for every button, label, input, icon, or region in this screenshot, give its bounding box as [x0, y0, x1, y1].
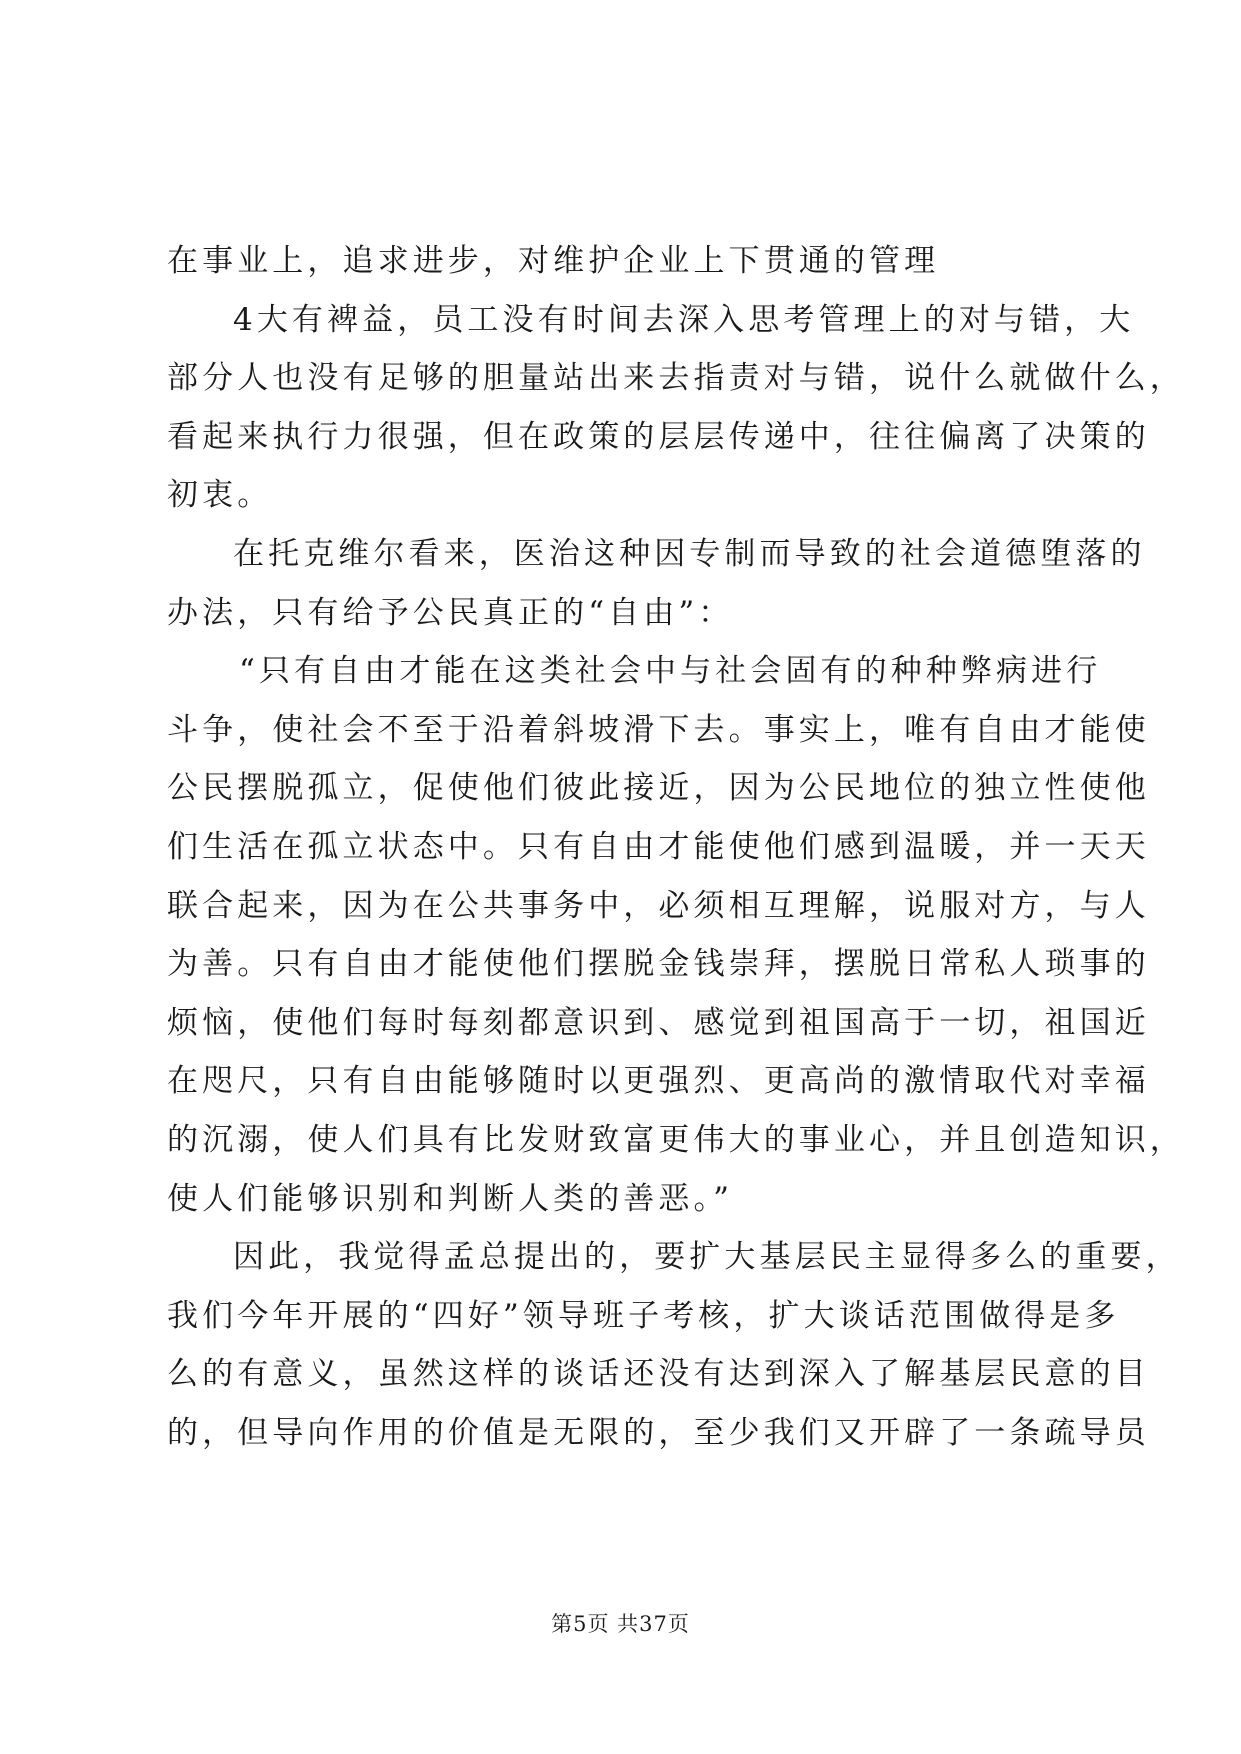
page-number-footer: 第5页 共37页 — [551, 1612, 690, 1636]
text-line: 办法，只有给予公民真正的“自由”： — [167, 594, 734, 631]
text-line: 么的有意义，虽然这样的谈话还没有达到深入了解基层民意的目 — [167, 1356, 1150, 1393]
text-line: 初衷。 — [167, 477, 273, 514]
text-line: “只有自由才能在这类社会中与社会固有的种种弊病进行 — [239, 653, 1102, 690]
text-line: 的，但导向作用的价值是无限的，至少我们又开辟了一条疏导员 — [167, 1414, 1150, 1451]
text-line: 的沉溺，使人们具有比发财致富更伟大的事业心，并且创造知识， — [167, 1121, 1185, 1158]
text-line: 我们今年开展的“四好”领导班子考核，扩大谈话范围做得是多 — [167, 1297, 1120, 1334]
text-line: 4大有裨益，员工没有时间去深入思考管理上的对与错，大 — [233, 301, 1135, 338]
text-line: 看起来执行力很强，但在政策的层层传递中，往往偏离了决策的 — [167, 418, 1150, 455]
text-line: 烦恼，使他们每时每刻都意识到、感觉到祖国高于一切，祖国近 — [167, 1004, 1150, 1041]
document-body — [167, 232, 1185, 1462]
text-line: 因此，我觉得孟总提出的，要扩大基层民主显得多么的重要， — [233, 1239, 1181, 1276]
text-line: 在咫尺，只有自由能够随时以更强烈、更高尚的激情取代对幸福 — [167, 1063, 1150, 1100]
text-line: 公民摆脱孤立，促使他们彼此接近，因为公民地位的独立性使他 — [167, 770, 1150, 807]
text-line: 联合起来，因为在公共事务中，必须相互理解，说服对方，与人 — [167, 887, 1150, 924]
text-line: 在托克维尔看来，医治这种因专制而导致的社会道德堕落的 — [233, 535, 1146, 572]
text-line: 斗争，使社会不至于沿着斜坡滑下去。事实上，唯有自由才能使 — [167, 711, 1150, 748]
text-line: 们生活在孤立状态中。只有自由才能使他们感到温暖，并一天天 — [167, 828, 1150, 865]
text-line: 为善。只有自由才能使他们摆脱金钱崇拜，摆脱日常私人琐事的 — [167, 946, 1150, 983]
text-line: 在事业上，追求进步，对维护企业上下贯通的管理 — [167, 243, 940, 279]
text-line: 部分人也没有足够的胆量站出来去指责对与错，说什么就做什么， — [167, 360, 1185, 397]
text-line: 使人们能够识别和判断人类的善恶。” — [167, 1180, 734, 1217]
